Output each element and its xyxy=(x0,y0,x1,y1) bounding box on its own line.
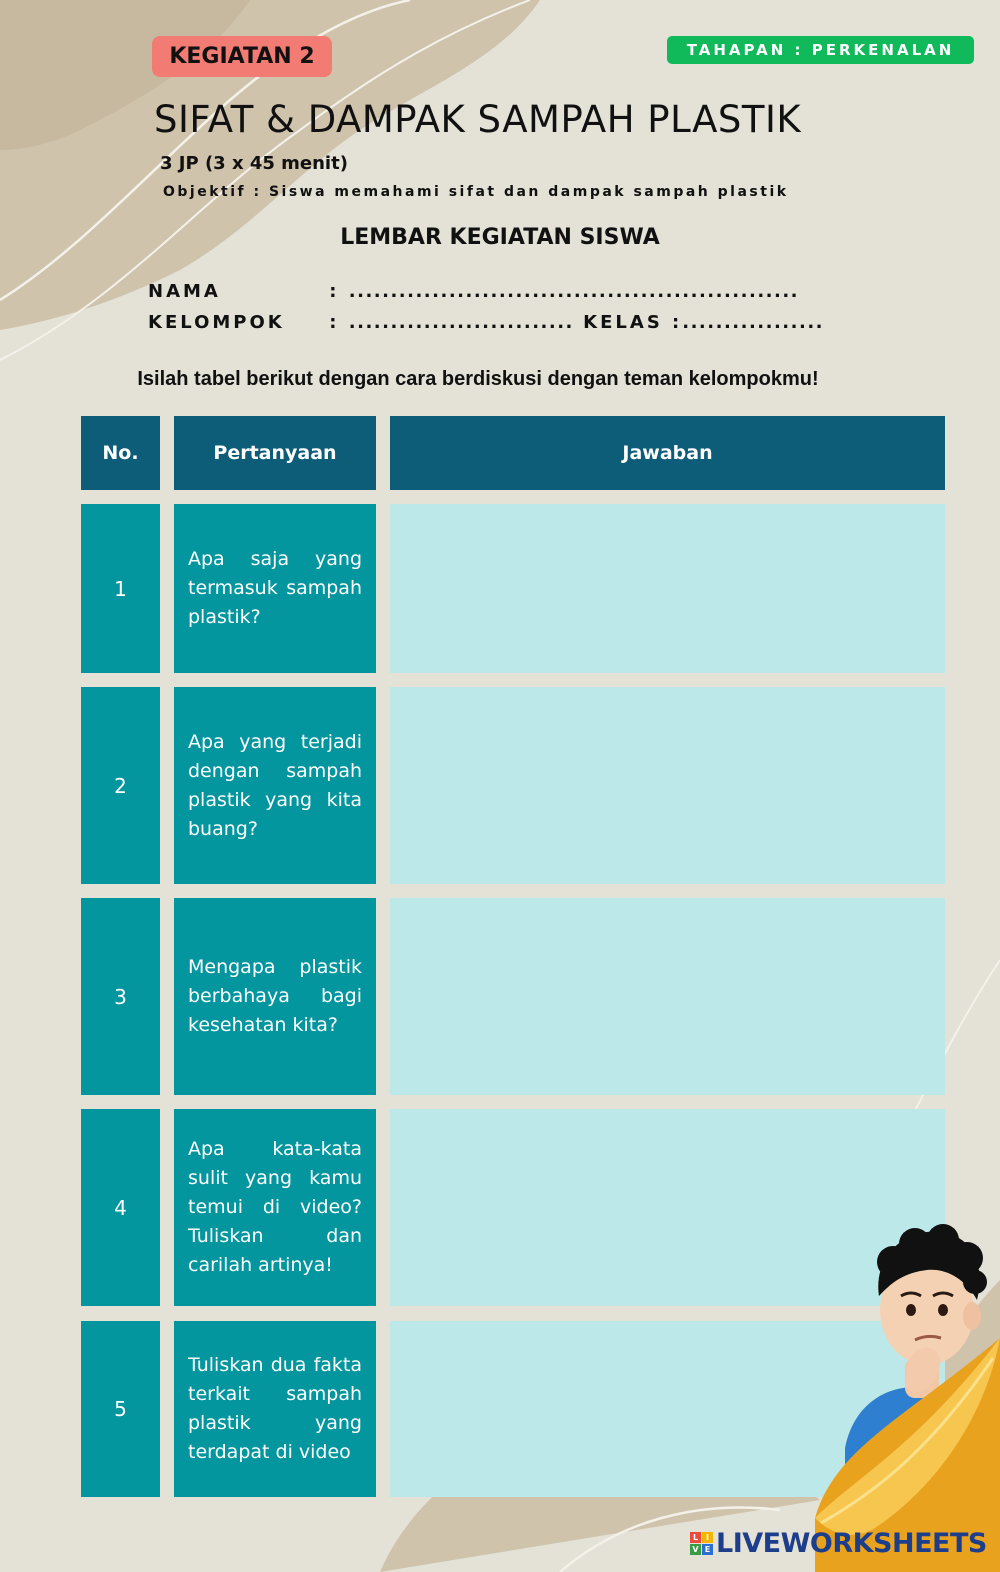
answer-input[interactable] xyxy=(390,898,945,1095)
nama-colon: : xyxy=(329,281,340,302)
row-number: 4 xyxy=(81,1109,160,1306)
header-answer: Jawaban xyxy=(390,416,945,490)
kelompok-input-line[interactable]: ........................... xyxy=(348,312,574,333)
tahapan-badge: TAHAPAN : PERKENALAN xyxy=(667,36,974,64)
row-number: 1 xyxy=(81,504,160,673)
logo-letter: E xyxy=(702,1544,713,1555)
answer-input[interactable] xyxy=(390,687,945,884)
question-text xyxy=(174,898,376,1095)
nama-field xyxy=(148,281,799,302)
question-text xyxy=(174,504,376,673)
kelas-input-line[interactable]: ................. xyxy=(682,312,824,333)
header-no: No. xyxy=(81,416,160,490)
question-text xyxy=(174,1109,376,1306)
liveworksheets-logo xyxy=(690,1528,987,1559)
logo-text: LIVEWORKSHEETS xyxy=(716,1528,987,1559)
kegiatan-badge: KEGIATAN 2 xyxy=(152,36,332,77)
question-label: Apa saja yang termasuk sampah plastik? xyxy=(188,548,362,628)
row-number: 3 xyxy=(81,898,160,1095)
kelas-label: KELAS : xyxy=(583,312,683,333)
nama-input-line[interactable]: ...................................................... xyxy=(348,281,800,302)
question-text xyxy=(174,1321,376,1497)
header-question: Pertanyaan xyxy=(174,416,376,490)
nama-label: NAMA xyxy=(148,281,221,302)
kelompok-label: KELOMPOK xyxy=(148,312,285,333)
page-title: SIFAT & DAMPAK SAMPAH PLASTIK xyxy=(154,98,802,141)
thinking-boy-illustration xyxy=(815,1218,1000,1572)
objective-text: Objektif : Siswa memahami sifat dan dampak sampah plastik xyxy=(163,184,789,200)
question-label: Apa kata-kata sulit yang kamu temui di video? Tuliskan dan carilah artinya! xyxy=(188,1138,362,1276)
logo-letter: I xyxy=(702,1532,713,1543)
question-text xyxy=(174,687,376,884)
kelompok-field xyxy=(148,312,824,333)
question-label: Mengapa plastik berbahaya bagi kesehatan kita? xyxy=(188,956,362,1036)
logo-letter: V xyxy=(690,1544,701,1555)
duration-text: 3 JP (3 x 45 menit) xyxy=(160,153,348,174)
sheet-title: LEMBAR KEGIATAN SISWA xyxy=(340,225,660,250)
answer-cell[interactable] xyxy=(390,504,945,673)
answer-input[interactable] xyxy=(390,504,945,673)
kelompok-colon: : xyxy=(329,312,340,333)
logo-icon xyxy=(690,1532,713,1555)
question-label: Apa yang terjadi dengan sampah plastik yang kita buang? xyxy=(188,730,362,840)
row-number: 2 xyxy=(81,687,160,884)
answer-cell[interactable] xyxy=(390,898,945,1095)
answer-cell[interactable] xyxy=(390,687,945,884)
logo-letter: L xyxy=(690,1532,701,1543)
instruction-text: Isilah tabel berikut dengan cara berdiskusi dengan teman kelompokmu! xyxy=(137,368,819,390)
question-label: Tuliskan dua fakta terkait sampah plastik yang terdapat di video xyxy=(188,1354,362,1463)
row-number: 5 xyxy=(81,1321,160,1497)
